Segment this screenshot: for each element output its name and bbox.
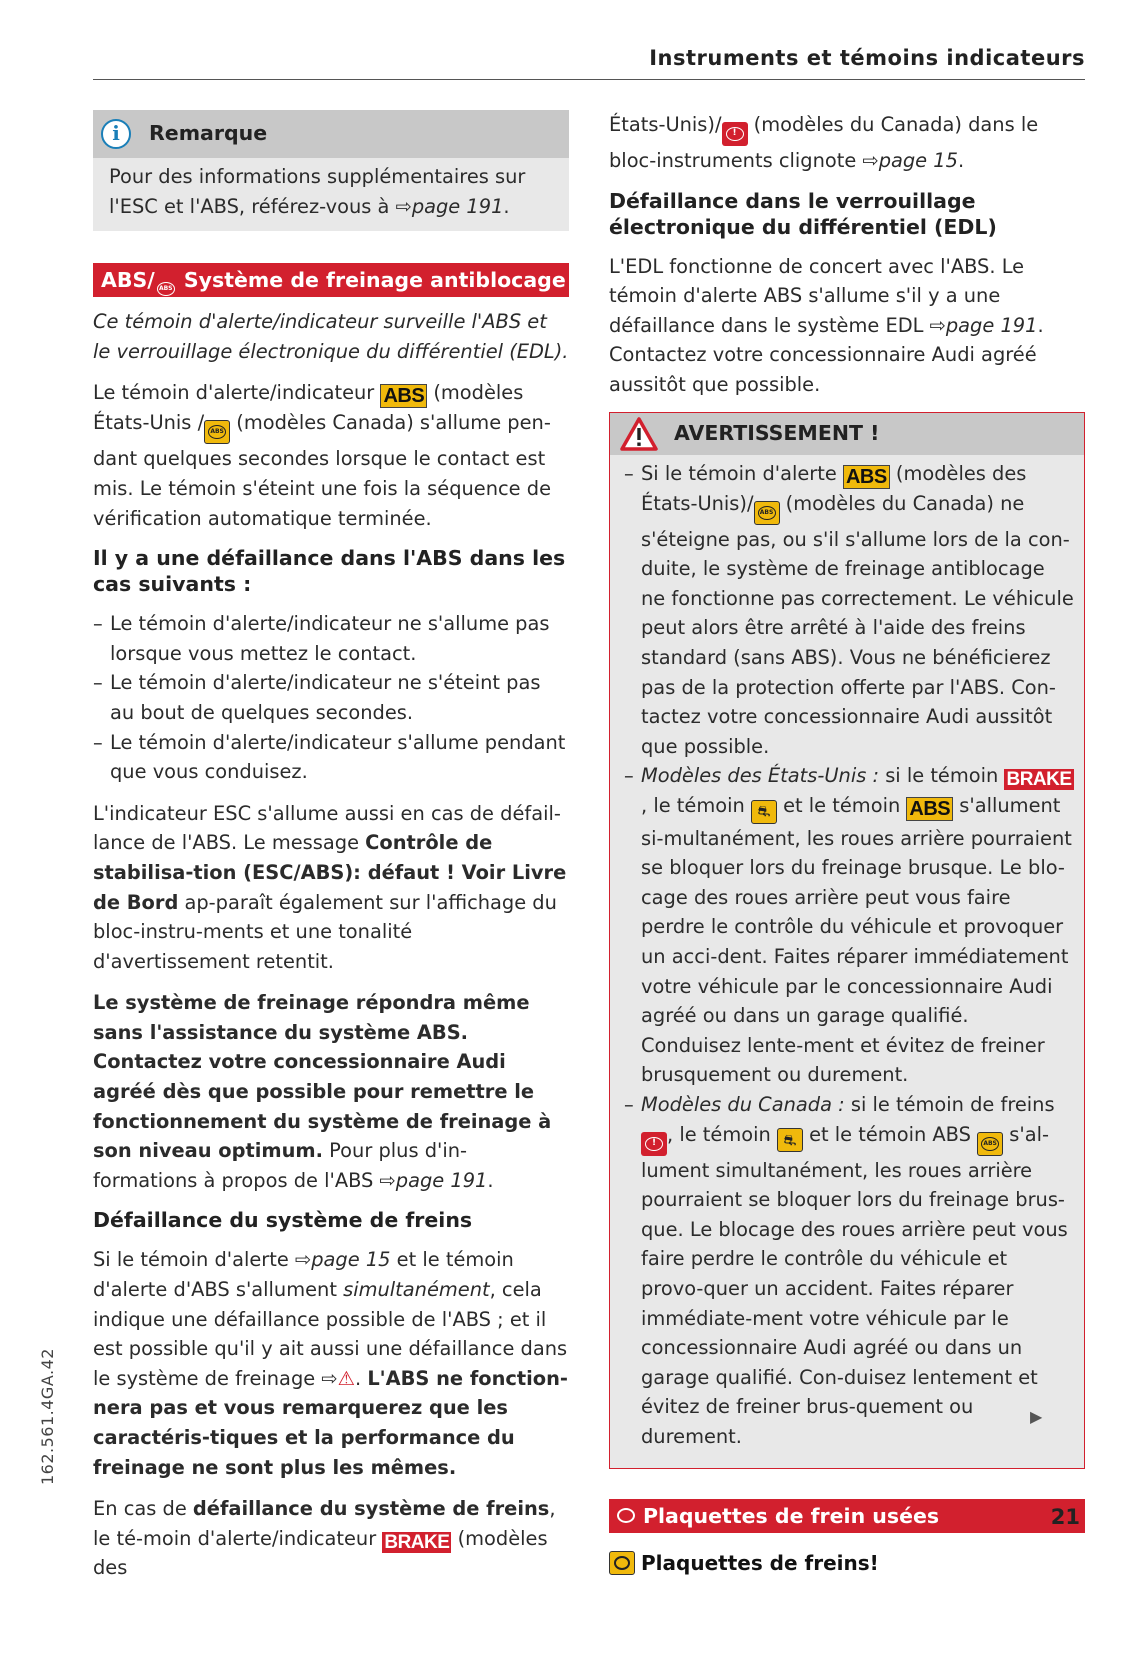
list-item: – Le témoin d'alerte/indicateur ne s'allume pas lorsque vous mettez le contact. bbox=[93, 609, 569, 668]
text: , le té-moin d'alerte/indicateur bbox=[93, 1497, 556, 1550]
text: Si le témoin d'alerte bbox=[93, 1248, 295, 1272]
warning-label: AVERTISSEMENT ! bbox=[674, 420, 880, 445]
page-ref-link[interactable]: page 15 bbox=[311, 1248, 391, 1272]
warning-list bbox=[624, 459, 1074, 1452]
text: Le témoin d'alerte/indicateur bbox=[93, 381, 381, 405]
warning-box bbox=[609, 412, 1085, 1469]
brake-icon: BRAKE bbox=[1006, 769, 1072, 791]
note-header bbox=[93, 110, 569, 158]
arrow-icon: ⇨ bbox=[321, 1366, 338, 1390]
brake-pad-icon bbox=[609, 1551, 635, 1575]
arrow-icon: ⇨ bbox=[294, 1248, 312, 1272]
page-number: 21 bbox=[1050, 1505, 1080, 1529]
brake-canada-icon: ! bbox=[641, 1132, 667, 1156]
text: Pour plus d'in-formations à propos de l'ABS bbox=[93, 1139, 468, 1192]
text: L'indicateur ESC s'allume aussi en cas de défail-lance de l'ABS. Le message bbox=[93, 801, 561, 855]
brake-icon: BRAKE bbox=[384, 1531, 450, 1553]
pads-subtitle-text: Plaquettes de freins! bbox=[641, 1550, 879, 1575]
bold-text: défaillance du système de freins bbox=[192, 1497, 550, 1521]
abs-paragraph-2 bbox=[93, 799, 569, 977]
text: . Contactez votre concessionnaire Audi agréé aussitôt que possible. bbox=[609, 313, 1044, 396]
text: et le témoin bbox=[776, 793, 907, 817]
page-ref-link[interactable]: page 191 bbox=[411, 194, 504, 218]
brake-paragraph-2 bbox=[93, 1494, 569, 1583]
warning-header bbox=[610, 413, 1084, 455]
text: , le témoin bbox=[641, 793, 751, 817]
abs-paragraph-1 bbox=[93, 378, 569, 533]
warning-body bbox=[610, 455, 1084, 1468]
abs-us-icon: ABS bbox=[843, 465, 890, 489]
text: (modèles du Canada) ne s'éteigne pas, ou s'il s'allume lors de la con-duite, le système de freinage antiblocage ne fonctionne pas correctement. Le véhicule peut alors être arrêté à l'aide des freins standard (sans ABS). Vous ne bénéficierez pas de la protection offerte par l'ABS. Con-tactez votre concessionnaire Audi aussitôt que possible. bbox=[641, 491, 1074, 758]
bold-text: L'ABS ne fonction-nera pas et vous remarquerez que les caractéris-tiques et la performance du freinage ne sont plus les mêmes. bbox=[93, 1366, 568, 1479]
italic-text: Modèles du Canada : bbox=[641, 1093, 845, 1117]
list-item bbox=[624, 1090, 1074, 1452]
abs-section-title bbox=[93, 263, 569, 297]
text: , cela indique une défaillance possible de l'ABS ; et il est possible qu'il y ait aussi une défaillance dans le système de freinage bbox=[93, 1278, 568, 1390]
pads-subtitle bbox=[609, 1549, 1085, 1579]
info-icon: i bbox=[101, 119, 131, 149]
text: . bbox=[957, 149, 965, 172]
text: , le témoin bbox=[667, 1122, 777, 1146]
italic-text: simultanément bbox=[343, 1278, 490, 1302]
abs-title-text: Système de freinage antiblocage bbox=[176, 268, 566, 293]
right-column bbox=[609, 110, 1085, 1578]
abs-paragraph-3 bbox=[93, 988, 569, 1195]
edl-heading: Défaillance dans le verrouillage électronique du différentiel (EDL) bbox=[609, 188, 997, 239]
document-code: 162.561.4GA.42 bbox=[38, 1348, 57, 1485]
text: L'EDL fonctionne de concert avec l'ABS. Le témoin d'alerte ABS s'allume s'il y a une défaillance dans le système EDL bbox=[609, 254, 1025, 337]
abs-canada-icon: ABS bbox=[155, 279, 177, 299]
bold-text: Le système de freinage répondra même sans l'assistance du système ABS. Contactez votre concessionnaire Audi agréé dès que possible pour remettre le fonctionnement du système de freinage à son niveau optimum. bbox=[93, 991, 552, 1163]
abs-us-icon: ABS bbox=[906, 797, 953, 821]
note-label: Remarque bbox=[149, 121, 268, 146]
abs-failure-heading: Il y a une défaillance dans l'ABS dans les cas suivants : bbox=[93, 546, 566, 597]
brake-paragraph-1 bbox=[93, 1245, 569, 1482]
header-title: Instruments et témoins indicateurs bbox=[649, 46, 1085, 70]
text: (modèles des bbox=[93, 1526, 548, 1580]
pads-title-text: Plaquettes de frein usées bbox=[643, 1503, 940, 1528]
text: En cas de bbox=[93, 1497, 193, 1521]
abs-canada-icon: ABS bbox=[977, 1132, 1003, 1156]
note-text-part: Pour des informations supplémentaires sur l'ESC et l'ABS, référez-vous à bbox=[109, 165, 526, 218]
message-text: Contrôle de stabilisa-tion (ESC/ABS): défaut ! Voir Livre de Bord bbox=[93, 831, 567, 914]
pads-section-title bbox=[609, 1499, 1085, 1533]
text: Si le témoin d'alerte bbox=[641, 461, 843, 485]
abs-canada-icon: ABS bbox=[754, 501, 780, 525]
arrow-icon: ⇨ bbox=[395, 194, 412, 218]
abs-canada-icon: ABS bbox=[204, 420, 230, 444]
page-ref-link[interactable]: page 191 bbox=[395, 1168, 488, 1192]
italic-text: Modèles des États-Unis : bbox=[641, 764, 880, 788]
text: ap-paraît également sur l'affichage du bloc-instru-ments et une tonalité d'avertissement retentit. bbox=[93, 890, 557, 973]
text: et le témoin d'alerte d'ABS s'allument bbox=[93, 1248, 514, 1302]
text: et le témoin ABS bbox=[802, 1122, 978, 1146]
brake-pad-icon bbox=[617, 1508, 635, 1523]
note-box bbox=[93, 110, 569, 231]
note-text-end: . bbox=[503, 194, 510, 218]
text: (modèles Canada) s'allume pen-dant quelques secondes lorsque le contact est mis. Le témoin s'éteint une fois la séquence de vérification automatique terminée. bbox=[93, 411, 552, 530]
brake-failure-heading: Défaillance du système de freins bbox=[93, 1208, 473, 1233]
abs-us-icon: ABS bbox=[380, 384, 427, 408]
text: . bbox=[354, 1366, 368, 1390]
text: (modèles des États-Unis)/ bbox=[641, 461, 1027, 515]
list-item: – Le témoin d'alerte/indicateur ne s'éteint pas au bout de quelques secondes. bbox=[93, 668, 569, 727]
arrow-icon: ⇨ bbox=[929, 313, 946, 337]
text: (modèles États-Unis / bbox=[93, 381, 524, 435]
brake-canada-icon: ! bbox=[722, 122, 748, 146]
text: (modèles du Canada) dans le bloc-instruments clignote bbox=[609, 113, 1039, 172]
text: États-Unis)/ bbox=[609, 113, 722, 136]
text: si le témoin bbox=[879, 764, 1005, 788]
esc-icon: ⛐ bbox=[751, 800, 777, 824]
arrow-icon: ⇨ bbox=[862, 149, 879, 172]
next-page-arrow-icon[interactable]: ▶ bbox=[1030, 1407, 1043, 1426]
text: . bbox=[487, 1168, 494, 1192]
note-text bbox=[93, 158, 569, 231]
warning-triangle-icon bbox=[620, 417, 658, 451]
text: si le témoin de freins bbox=[844, 1093, 1055, 1117]
esc-icon: ⛐ bbox=[777, 1128, 803, 1152]
list-item: – Le témoin d'alerte/indicateur s'allume pendant que vous conduisez. bbox=[93, 728, 569, 787]
abs-title-part: ABS/ bbox=[101, 268, 155, 293]
abs-intro: Ce témoin d'alerte/indicateur surveille l'ABS et le verrouillage électronique du différentiel (EDL). bbox=[93, 310, 569, 363]
page-ref-link[interactable]: page 191 bbox=[945, 313, 1038, 337]
list-item bbox=[624, 761, 1074, 1090]
running-header bbox=[93, 46, 1085, 80]
warning-triangle-icon[interactable]: ⚠ bbox=[337, 1366, 355, 1390]
left-column bbox=[93, 110, 569, 1595]
text: s'al-lument simultanément, les roues arrière pourraient se bloquer lors du freinage brus-que. Le blocage des roues arrière peut vous faire perdre le contrôle du véhicule et provo-quer un accident. Faites réparer immédiate-ment votre véhicule par le concessionnaire Audi agréé ou dans un garage qualifié. Con-duisez lentement et évitez de freiner brus-quement ou durement. bbox=[641, 1122, 1068, 1448]
edl-paragraph bbox=[609, 252, 1085, 400]
text: s'allument si-multanément, les roues arrière pourraient se bloquer lors du freinage brusque. Le blo-cage des roues arrière peut vous faire perdre le contrôle du véhicule et provoquer un acci-dent. Faites réparer immédiatement votre véhicule par le concessionnaire Audi agréé ou dans un garage qualifié. Conduisez lente-ment et évitez de freiner brusquement ou durement. bbox=[641, 793, 1072, 1087]
brake-paragraph-2-continued bbox=[609, 110, 1085, 176]
page-ref-link[interactable]: page 15 bbox=[878, 149, 958, 172]
arrow-icon: ⇨ bbox=[379, 1168, 396, 1192]
abs-failure-list bbox=[93, 609, 569, 787]
list-item bbox=[624, 459, 1074, 762]
